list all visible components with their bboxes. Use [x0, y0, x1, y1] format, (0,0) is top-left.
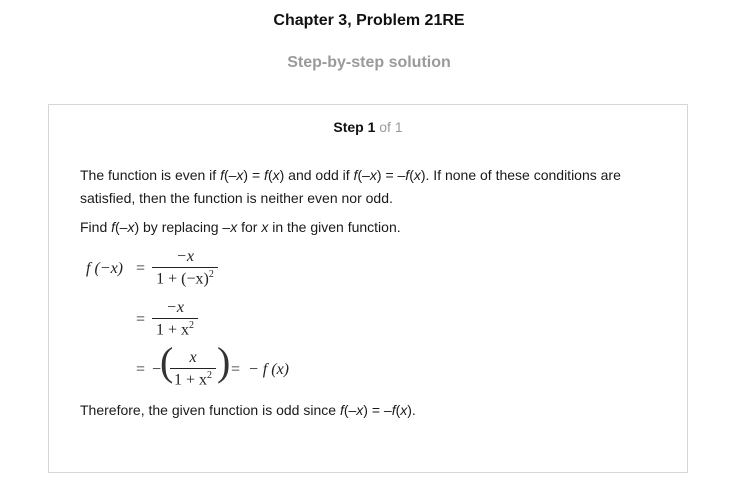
math-lhs: f (−x): [86, 260, 123, 277]
step-indicator: [49, 119, 687, 135]
equals-sign-2: =: [136, 311, 146, 328]
step-label: Step 1: [333, 119, 376, 135]
paragraph-instruction: Find f(–x) by replacing –x for x in the given function.: [80, 219, 401, 235]
negative-sign: −: [152, 361, 162, 378]
equals-sign-4: =: [231, 361, 241, 378]
right-paren: ): [217, 339, 231, 384]
page-title: Chapter 3, Problem 21RE: [273, 12, 465, 29]
equals-sign-1: =: [136, 260, 146, 277]
paragraph-conclusion: Therefore, the given function is odd since f(–x) = –f(x).: [80, 402, 416, 418]
math-rhs: − f (x): [248, 361, 289, 378]
paragraph-definition: The function is even if f(–x) = f(x) and odd if f(–x) = –f(x). If none of these conditions are satisfied, then the function is neither even nor odd.: [80, 167, 621, 206]
fraction-1: $\frac{-x}{1 + (-x)^2}$: [152, 248, 218, 288]
page-subtitle: Step-by-step solution: [287, 54, 451, 71]
equals-sign-3: =: [136, 361, 146, 378]
solution-card: [48, 104, 688, 473]
fraction-2: $\frac{-x}{1 + x^2}$: [152, 299, 198, 339]
left-paren: (: [160, 339, 174, 384]
step-count: of 1: [379, 119, 403, 135]
fraction-3: $\frac{x}{1 + x^2}$: [170, 349, 216, 389]
